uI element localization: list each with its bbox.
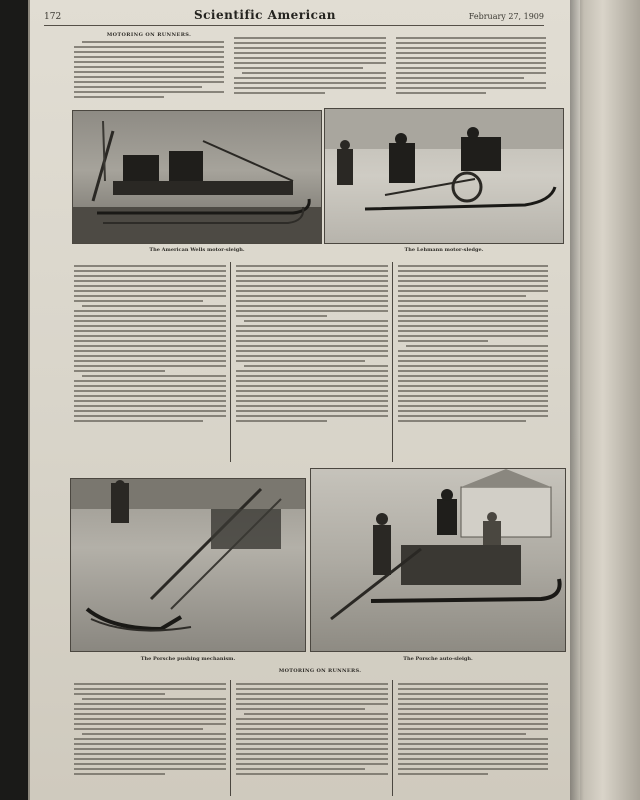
text-column-mid-2 (236, 262, 388, 462)
text-column-top-1 (74, 32, 224, 104)
text-column-bottom-2 (236, 680, 388, 796)
page-shadow (570, 0, 584, 800)
auto-sleigh-illustration (311, 469, 566, 652)
photo-lehmann-motor-sledge (324, 108, 564, 244)
sleigh-illustration-2 (325, 109, 564, 244)
text-column-bottom-3 (398, 680, 548, 796)
issue-date: February 27, 1909 (468, 12, 544, 21)
sleigh-illustration-1 (73, 111, 322, 244)
mechanism-illustration (71, 479, 306, 652)
text-column-bottom-1 (74, 680, 226, 796)
column-rule-2 (392, 262, 393, 462)
column-rule-3 (230, 680, 231, 796)
column-rule-1 (230, 262, 231, 462)
back-page-edge (578, 0, 640, 800)
caption-lehmann-motor-sledge: The Lehmann motor-sledge. (404, 247, 484, 253)
photo-porsche-pushing-mechanism (70, 478, 306, 652)
page-header (44, 8, 544, 26)
photo-porsche-auto-sleigh (310, 468, 566, 652)
text-column-mid-3 (398, 262, 548, 462)
column-rule-4 (392, 680, 393, 796)
text-column-mid-1 (74, 262, 226, 462)
caption-porsche-auto-sleigh: The Porsche auto-sleigh. (403, 656, 473, 662)
publication-title: Scientific American (193, 8, 336, 22)
text-column-top-3 (396, 34, 546, 102)
caption-american-motor-sleigh: The American Wells motor-sleigh. (149, 247, 245, 253)
photo-american-motor-sleigh (72, 110, 322, 244)
article-title: MOTORING ON RUNNERS. (106, 32, 192, 38)
bottom-article-title: MOTORING ON RUNNERS. (278, 668, 362, 674)
text-column-top-2 (234, 34, 386, 102)
caption-porsche-pushing-mechanism: The Porsche pushing mechanism. (140, 656, 236, 662)
page-number: 172 (44, 12, 62, 22)
